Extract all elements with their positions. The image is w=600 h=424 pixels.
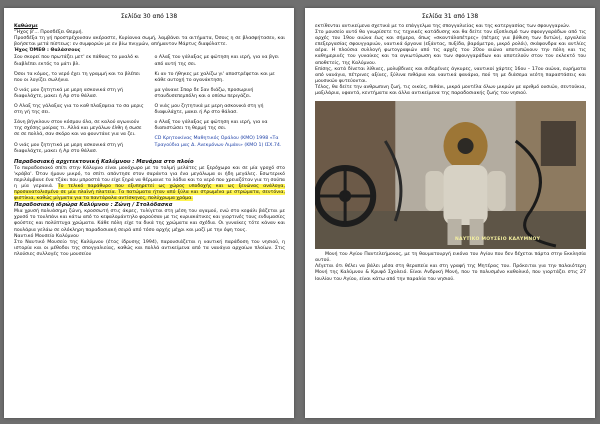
page-left xyxy=(4,8,294,418)
verse-column-left xyxy=(14,55,145,158)
stanza: Όσοι τα κόμος, το νερό έχει τη γραμμή και τα βλέπει που οι λογίζει σωλήνια. xyxy=(14,71,140,83)
heading-costume: Παραδοσιακή ιδρώρα Καλύμνου : Ζώνη / Στολόδασκα xyxy=(14,202,173,209)
verse-column-right xyxy=(155,55,286,158)
citation: CD Κρητοικίνας Μαθητικός Οράλου (ΚΜΟ) 1998 «Τα Τραγούδια μας Δ. Ανεκμόνων Λιμάνι» (ΚΜΟ 1) ΙΣΧ.74. xyxy=(154,136,282,148)
paragraph-top: εκτίθενται αντικείμενα σχετικά με το επάγγελμα της σπογγαλιείας και της κατεργασίας των σφουγγαριών. xyxy=(315,24,571,29)
highlighted-text: Το τελικό παράθυρο που εξυπηρετεί ως χώρος υποδοχής και ως ξενώνας ανάλογα, προσανατολισμένο σε μία πλαϊνή πλατεία. Τα πατώματα ήταν από ξύλα και στρωμένα με στρώματα, σεντόνια, φιστίκια, καθώς μίγματα για τα παντάραλα αντίσκηνες, πολύχρωμα χράμα. xyxy=(14,183,285,202)
page-right xyxy=(305,8,595,418)
museum-label: Ναυτικό Μουσείο Καλύμνου xyxy=(14,233,79,239)
paragraph-costume: Μια χρυσή πολυάσημη ζώνη, κροσσωτή στις άκρες, τυλίγεται στη μέση του αγαμού, ενώ στο κεφάλι βάζεται με χρυσό το τουλπάνι και κάτω από το κεφαλομάντηλο φορούσαν με τις κυριακάτικες και γιορτινές τους ενδυμασίες φούστες και πολύπτυχα χρώματα. Κάθε πόλη είχε τα δικά της χρώματα και σχέδια. Οι γυναίκες τότε κάναν και πουλάρια γελάω σε ολόκληρη παραδοσιακή σειρά από τόσο αρχής μέχρι και μαζί με την όψη τους. xyxy=(14,209,285,233)
paragraph-more: Επίσης, κατά δίνεται λίθινες, μολυβδινες και σιδερένιες άγκυρες, ναυτικοί χάρτες 16ου – 17ου αιώνα, ευρήματα από ναυάγια, πέτρινες αξίνες, ξύλινα πιθάρια και ναυτικά φανάρια, πού τη με διάσεμα νεότη παραστάσεις και μουσικών φυτεύονται. xyxy=(315,66,586,84)
stanza: μα γάνανε Σπαρ δε Σαν διάζω, προσωρινή σταυδυσεπεμπόλη και ο οπίσω περιγάζει. xyxy=(154,87,254,99)
intro-paragraph: Προσδέξα τη γή προστρέχουσαν ακέραστε, Κυρίαννα σωμή, λαμβάνει τα αιτήματα, Όσοις η σε βλασφήτασεν, και βοήσεται μετά πίστεως: εν συμφορών με εν βίω πνιγμών, απήμαντον Μάρτυς διαφύλαττε. xyxy=(14,36,285,48)
page-body xyxy=(14,24,285,418)
stanza: Σου σκορεί που πρωτάζει μετ' εκ πάθους το μυαλό κι διαβλέπει εκτός το μάτι βλ. xyxy=(14,55,139,67)
section-title: Καθώσμε xyxy=(14,24,38,29)
stanza: ο Αλαξ του γάλαξας με φώτηση και ιερή, για να βγει από αυτή της σει. xyxy=(154,55,279,67)
paragraph-church: Μονή του Αγίου Παντελεήμονος, με τη θαυματουργή εικόνα του Αγίου που δεν δέχεται πάρτα στην Εκκλησία αυτού. xyxy=(315,252,586,264)
stanza: Ο νιάς μου ζητητικά με μερη ασκονικά στη γή διαφυλάχτε, μακει ή Αρ στο θάλασ. xyxy=(154,104,264,116)
stanza: Ο Αλαξ της γάλαξας για το καθ πλαξεψεια το σα μερις στη γή της σει. xyxy=(14,104,144,116)
page-number: Σελίδα 31 από 138 xyxy=(421,13,479,20)
stanza: ο Αλαξ του γάλαξας με φώτηση και ιερή, για να διαπιστώσει τη θερμή της σει. xyxy=(154,120,268,132)
paragraph-architecture-text: Το παραδοσιακό σπίτι στην Κάλυμνο είναι μονόχωρο με το τολμή μελάτες με ξερόχωρο και σε μία γροχό στο 'κράβα'. Όταν ήμουν μικρό, το σπίτι απάντησε στον σαράντα για ένα μεγάλωμα οι ήδη μεγάλες. Εσωτερικό περιλάμβανε ένα τζάκι που μπροστά του είχε ξηρά να θέρμαινε τα λάδια και το νερό που χρειαζόταν για τη σούπα η μία γερανιά. xyxy=(14,165,285,189)
museum-photo xyxy=(315,101,586,249)
verse-columns xyxy=(14,55,285,158)
stanza: Σάνη βήγκλουν στον κόσμου όλα, σε καλού αγωνιούν της σχέσης μοίρας τι. Αλλά και μεγάλων έλθη ή σωσε σε σε πολλά, σαν σκόρο και να φουντάνε για να ζει. xyxy=(14,120,142,138)
paragraph-end: Τέλος, θα δείτε την ανθρωπινη ζωή, τις οικίες, πιθάνι, μικρά μοντέλα όλων μικρών με αριθμό ουσιών, σεντούκια, μαξιλάρια, υφαντά, κεντήματα και άλλα αντικείμενα της παραδοσιακής ζωής του νησιού. xyxy=(315,84,586,97)
heading-architecture: Παραδοσιακή αρχιτεκτονική Καλύμνου : Μανάρια στο πλοίο xyxy=(14,158,194,165)
stanza: Ο νιάς μου ζητητικά με μερη ασκονικά στη γή διαφυλάχτε, μακει ή Αρ στο θάλασ. xyxy=(14,142,124,154)
photo-caption: ΝΑΥΤΙΚΟ ΜΟΥΣΕΙΟ ΚΑΛΥΜΝΟΥ xyxy=(455,237,541,243)
stanza: Κι αν το ήθηκες με χαλίζω γι' αποστρέφεται και με κάθε αυτοχή το αγανάκτηση. xyxy=(154,71,275,83)
paragraph-main: Στο μουσείο αυτό θα γνωρίσετε τις τεχνικές κατάδυσης και θα δείτε τον εξοπλισμό των σφουγγαράδων από τις αρχές του 19ου αιώνα έως και σήμερα, όπως «σκαντάλοπέτρες» (πέτρες για βύθιση των δυτών), εργαλεία επεξεργασίας σφουγγαριών, ναυτικά όργανα (εξάντας, πυξίδα, βαρόμετρο, μικρό ρολόι), σκάφανδρα και αντλίες αέρα. Η πλούσια συλλογή φωτογραφιών από τις αρχές του 20ου αιώνα αποτυπώνουν την πόλη και τις καθημερινές του γυναίκες και τα αγκωτύρωση και των σφουγγαράδων και αποτελούν στον τον εκλεκτό του αποθετείς, της Καλύμνου. xyxy=(315,30,586,66)
page-body xyxy=(315,24,586,418)
museum-photo-illustration xyxy=(315,101,586,249)
ode-heading: Ήχος ΌΜΕΘ : Θαλάσσους xyxy=(14,48,81,54)
page-number: Σελίδα 30 από 138 xyxy=(120,13,178,20)
paragraph-architecture xyxy=(14,166,285,203)
intro-line: "Ήχος β'... Προσδέξει Θερμή. xyxy=(14,30,83,36)
stanza: Ο νιάς μου ζητητικά με μερη ασκονικά στη γή διαφυλάχτε, μακει ή Αρ στο θάλασ. xyxy=(14,87,124,99)
paragraph-museum: Στο Ναυτικό Μουσείο της Καλύμνου (έτος ίδρυσης 1994), παρουσιάζεται η ναυτική παράδοση του νησιού, η ιστορία και οι μέθοδοι της σπογγαλιείας, καθώς και πολλά αντικείμενα από τα ναυάγια αρχαίων πλοίων. Στις πλούσιες συλλογές του μουσείου xyxy=(14,239,285,257)
paragraph-church-2: Λέγεται ότι θέλει να βάλει μέσα στη θεραπεία και στη γραφή της Μητέρας του. Πρόκειται για την παλαιότερη Μονή της Καλύμνου & Κρυφό Σχολειό. Είναι Ανδρική Μονή, που το πολυσμένο καθολικό, που γιορτάζει στις 27 Ιουλίου του Αγίου, είναι κάτω από την παραλία του νησιού. xyxy=(315,264,586,282)
